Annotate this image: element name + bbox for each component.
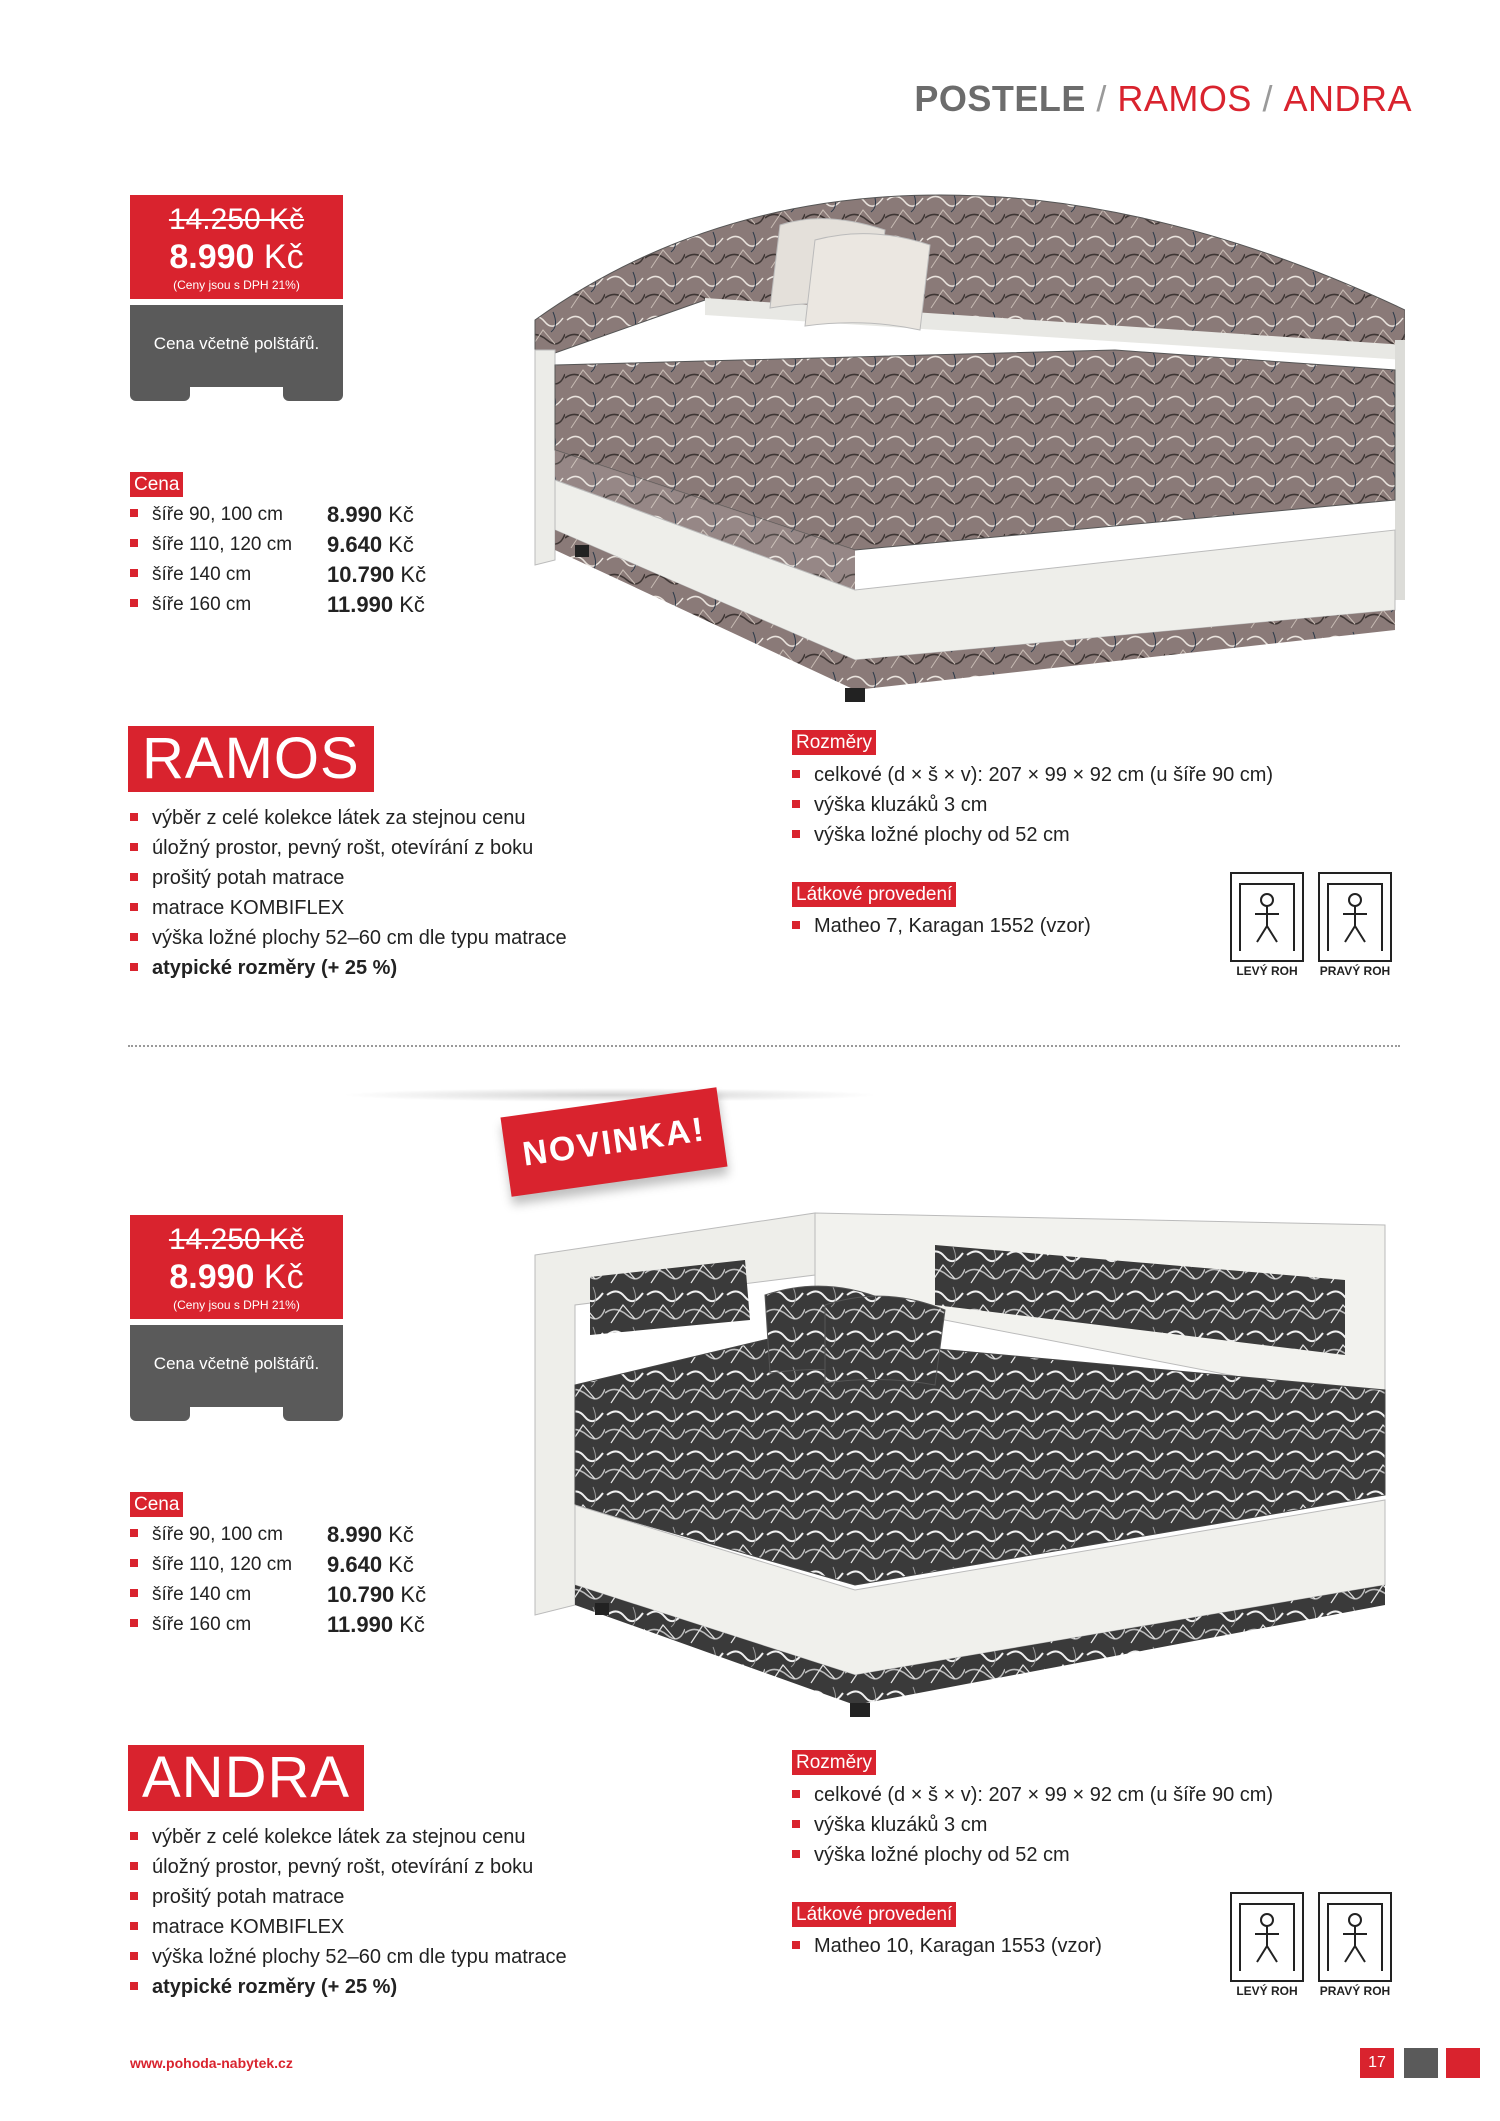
novinka-badge: NOVINKA!	[500, 1087, 727, 1197]
header-product-2: ANDRA	[1283, 78, 1412, 119]
feature-list	[130, 803, 567, 983]
dimension-item: výška kluzáků 3 cm	[792, 1810, 1273, 1840]
ribbon-shadow	[340, 1088, 880, 1102]
feature-item: matrace KOMBIFLEX	[130, 893, 567, 923]
footer-url[interactable]: www.pohoda-nabytek.cz	[130, 2055, 293, 2071]
pillows-included-text: Cena včetně polštářů.	[153, 334, 320, 353]
feature-item: výška ložné plochy 52–60 cm dle typu matrace	[130, 923, 567, 953]
feature-item: atypické rozměry (+ 25 %)	[130, 1972, 567, 2002]
fabric-item: Matheo 7, Karagan 1552 (vzor)	[792, 911, 1091, 941]
price-list-label: Cena	[130, 1492, 183, 1517]
page-header	[914, 78, 1412, 120]
vat-note: (Ceny jsou s DPH 21%)	[173, 1298, 300, 1312]
price-badge	[130, 1215, 343, 1407]
dimensions-label: Rozměry	[792, 1750, 876, 1775]
pillows-included-box	[130, 1325, 343, 1407]
footer-square-gray	[1404, 2048, 1438, 2078]
price-list	[130, 1520, 450, 1640]
feature-item: prošitý potah matrace	[130, 1882, 567, 1912]
section-divider	[128, 1045, 1400, 1047]
price-list-label: Cena	[130, 472, 183, 497]
feature-item: výběr z celé kolekce látek za stejnou cenu	[130, 803, 567, 833]
fabric-list	[792, 911, 1091, 941]
dimension-item: výška ložné plochy od 52 cm	[792, 820, 1273, 850]
corner-right-icon: PRAVÝ ROH	[1318, 872, 1392, 978]
corner-right-icon: PRAVÝ ROH	[1318, 1892, 1392, 1998]
footer-square-red	[1446, 2048, 1480, 2078]
price-row: šíře 160 cm 11.990 Kč	[130, 1610, 450, 1640]
price-box	[130, 195, 343, 299]
header-separator: /	[1096, 78, 1107, 119]
fabric-label: Látkové provedení	[792, 882, 956, 907]
fabric-list	[792, 1931, 1102, 1961]
price-badge	[130, 195, 343, 387]
new-price: 8.990 Kč	[169, 238, 304, 276]
andra-bed-image	[525, 1205, 1405, 1745]
page-number: 17	[1360, 2048, 1394, 2078]
header-separator: /	[1262, 78, 1273, 119]
feature-list	[130, 1822, 567, 2002]
dimensions-label: Rozměry	[792, 730, 876, 755]
dimensions-list	[792, 760, 1273, 850]
old-price: 14.250 Kč	[168, 1223, 305, 1256]
vat-note: (Ceny jsou s DPH 21%)	[173, 278, 300, 292]
feature-item: prošitý potah matrace	[130, 863, 567, 893]
corner-left-icon: LEVÝ ROH	[1230, 1892, 1304, 1998]
feature-item: výběr z celé kolekce látek za stejnou cenu	[130, 1822, 567, 1852]
header-product-1: RAMOS	[1117, 78, 1252, 119]
dimension-item: celkové (d × š × v): 207 × 99 × 92 cm (u šíře 90 cm)	[792, 760, 1273, 790]
price-box	[130, 1215, 343, 1319]
price-row: šíře 110, 120 cm 9.640 Kč	[130, 530, 450, 560]
fabric-item: Matheo 10, Karagan 1553 (vzor)	[792, 1931, 1102, 1961]
product-title: RAMOS	[128, 726, 374, 792]
price-row: šíře 140 cm 10.790 Kč	[130, 1580, 450, 1610]
dimensions-list	[792, 1780, 1273, 1870]
dimension-item: výška kluzáků 3 cm	[792, 790, 1273, 820]
feature-item: úložný prostor, pevný rošt, otevírání z boku	[130, 833, 567, 863]
dimension-item: výška ložné plochy od 52 cm	[792, 1840, 1273, 1870]
fabric-label: Látkové provedení	[792, 1902, 956, 1927]
price-row: šíře 160 cm 11.990 Kč	[130, 590, 450, 620]
price-row: šíře 90, 100 cm 8.990 Kč	[130, 1520, 450, 1550]
feature-item: výška ložné plochy 52–60 cm dle typu matrace	[130, 1942, 567, 1972]
new-price: 8.990 Kč	[169, 1258, 304, 1296]
feature-item: atypické rozměry (+ 25 %)	[130, 953, 567, 983]
price-row: šíře 140 cm 10.790 Kč	[130, 560, 450, 590]
header-category: POSTELE	[914, 78, 1086, 119]
price-row: šíře 90, 100 cm 8.990 Kč	[130, 500, 450, 530]
ramos-bed-image	[525, 190, 1405, 710]
corner-left-icon: LEVÝ ROH	[1230, 872, 1304, 978]
old-price: 14.250 Kč	[168, 203, 305, 236]
price-row: šíře 110, 120 cm 9.640 Kč	[130, 1550, 450, 1580]
price-list	[130, 500, 450, 620]
feature-item: úložný prostor, pevný rošt, otevírání z boku	[130, 1852, 567, 1882]
pillows-included-box	[130, 305, 343, 387]
product-title: ANDRA	[128, 1745, 364, 1811]
pillows-included-text: Cena včetně polštářů.	[153, 1354, 320, 1373]
dimension-item: celkové (d × š × v): 207 × 99 × 92 cm (u šíře 90 cm)	[792, 1780, 1273, 1810]
feature-item: matrace KOMBIFLEX	[130, 1912, 567, 1942]
